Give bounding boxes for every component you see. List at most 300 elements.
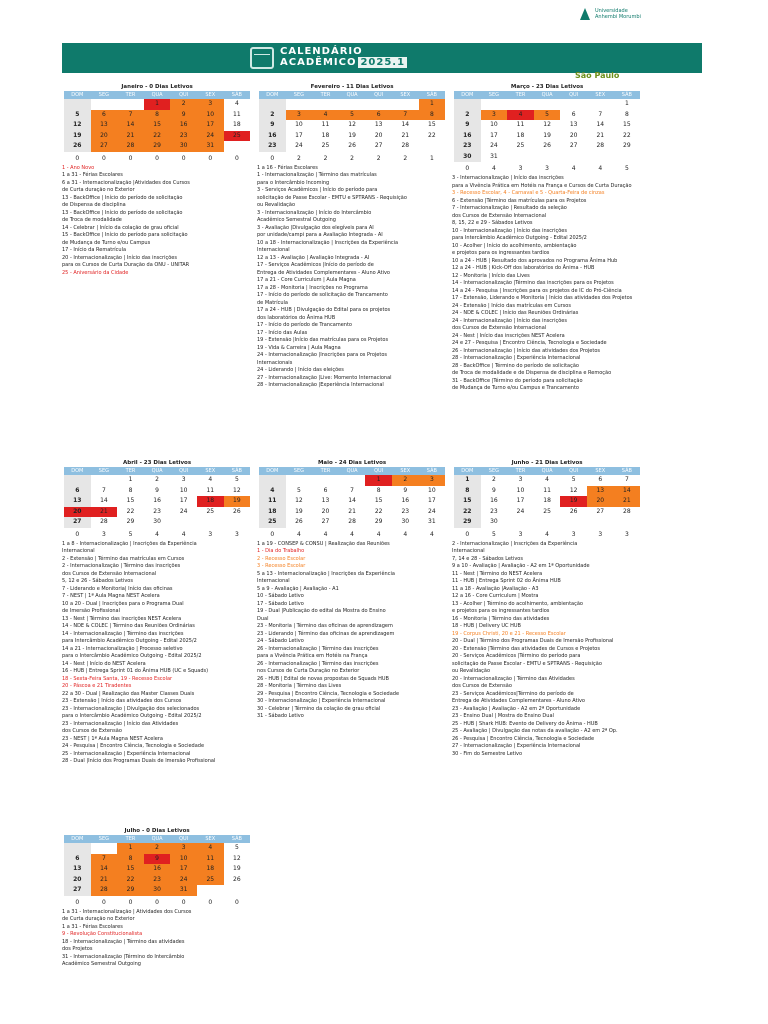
note-line: 5 a 13 - Internacionalização | Inscrições da Experiência [257,570,395,577]
day-cell: 30 [401,518,410,525]
weekday-count: 4 [296,530,301,538]
note-line: 11 - Nest | Término do NEST Acelera [452,570,543,577]
day-cell: 6 [64,486,91,497]
day-cell: 25 [516,142,525,149]
note-line: 20 - Dual | Término dos Programas Duais de Imersão Profissional [452,638,614,644]
note-line: 23 - Monitoria | Término das oficinas de aprendizagem [257,623,393,629]
note-line: 17 a 24 - HUB | Divulgação do Edital para os projetos [257,307,391,313]
day-cell: 25 [224,131,251,142]
empty-day-cell [587,517,614,528]
note-line: 16 - HUB | Entrega Sprint 01 do Ânima HUB (UC e Squads) [62,668,209,674]
note-line: 30 - Internacionalização | Experiência Internacional [257,698,386,704]
day-cell: 10 [490,121,498,128]
empty-day-cell [534,99,561,110]
day-cell: 9 [454,120,481,131]
day-cell: 24 [170,875,197,886]
weekday-header: TER [117,91,144,99]
note-line: 31 - BackOffice |Término do período para solicitação [452,377,583,384]
weekday-header: SEX [587,91,614,99]
note-line: 23 - Ensino Dual | Mostra do Ensino Dual [452,713,554,719]
day-cell: 6 [91,110,118,121]
note-line: 23 - NEST | 1ª Aula Magna NEST Acelera [62,735,163,742]
day-cell: 13 [587,486,614,497]
day-cell: 10 [295,121,303,128]
note-line: 1 - Internacionalização | Término das matrículas [257,172,377,178]
day-cell: 14 [348,497,356,504]
note-line: 1 a 31 - Internacionalização | Atividades dos Cursos [62,908,192,915]
empty-day-cell [64,843,91,854]
day-cell: 27 [64,517,91,528]
month-block [64,459,250,539]
weekday-header: QUA [534,467,561,475]
day-cell: 30 [153,518,161,525]
day-cell: 28 [401,142,410,149]
day-cell: 25 [259,517,286,528]
day-cell: 11 [516,121,525,128]
day-cell: 10 [516,486,525,494]
weekday-count: 4 [181,530,186,538]
note-line: 28 - Internacionalização |Experiência Internacional [257,382,384,388]
day-cell: 8 [117,854,144,865]
weekday-count: 0 [155,154,159,162]
day-cell: 21 [91,507,118,518]
weekday-header: SÁB [224,835,251,843]
note-line: 5 a 9 - Avaliação | Avaliação - A1 [257,585,339,592]
day-cell: 17 [516,497,525,504]
note-line: 2 - Extensão | Término das matrículas em Cursos [62,555,185,562]
note-line: Dual [257,615,269,622]
empty-day-cell [365,99,392,110]
note-line: para Intercâmbio Acadêmico Outgoing - Edital 2025/2 [452,235,587,241]
day-cell: 11 [321,121,330,128]
note-line: 28 - BackOffice | Término do período de solicitação [452,362,579,369]
day-cell: 1 [365,475,392,486]
empty-day-cell [197,517,224,528]
day-cell: 9 [144,854,171,865]
weekday-count: 3 [624,530,629,538]
note-line: 26 - Internacionalização | Término das inscrições [257,660,379,667]
note-line: 26 - HUB | Edital de novas propostas de Squads HUB [257,675,389,682]
day-cell: 1 [144,99,171,110]
weekday-count: 5 [624,165,629,172]
day-cell: 20 [64,507,91,518]
weekday-header: QUA [144,835,171,843]
day-cell: 24 [490,142,498,149]
university-logo-icon [580,8,590,20]
day-cell: 11 [259,496,286,507]
day-cell: 15 [117,864,144,875]
weekday-count: 3 [545,165,549,172]
day-cell: 25 [197,875,224,886]
weekday-header: TER [117,835,144,843]
note-line: 24 - Liderando | Início das eleições [257,367,344,373]
note-line: e projetos para os ingressantes tardios [452,608,550,614]
weekday-header: SEX [392,91,419,99]
day-cell: 15 [623,121,631,128]
day-cell: 20 [64,875,91,886]
weekday-header: SEG [286,91,313,99]
note-line: 25 - Avaliação | Divulgação das notas da avaliação - A2 em 2ª Op. [452,728,618,734]
day-cell: 4 [234,100,239,107]
note-line: 7, 14 e 28 - Sábados Letivos [452,555,523,562]
day-cell: 3 [181,476,186,483]
day-cell: 2 [170,99,197,110]
note-line: dos Cursos de Extensão Internacional [62,570,157,577]
month-block [64,83,250,163]
day-cell: 13 [91,120,118,131]
note-line: de Curta duração no Exterior [62,916,135,922]
note-line: 10 - Acolher | Início do acolhimento, ambientação [452,242,577,249]
weekday-count: 4 [350,530,354,538]
weekday-count: 0 [155,898,159,906]
day-cell: 6 [323,486,328,494]
day-cell: 31 [428,518,436,525]
calendar-icon [250,47,274,69]
empty-day-cell [339,99,366,110]
note-line: 20 - Extensão |Término das atividades de Cursos e Projetos [452,645,600,652]
day-cell: 12 [348,121,356,128]
day-cell: 21 [91,875,118,886]
day-cell: 16 [170,120,197,131]
weekday-count: 0 [270,530,275,538]
note-line: Internacional [452,548,485,554]
weekday-count: 0 [181,154,186,162]
day-cell: 4 [312,110,339,121]
weekday-header: TER [117,467,144,475]
note-line: dos laboratórios do Ânima HUB [257,314,336,321]
header-title-line1: CALENDÁRIO [280,46,363,57]
note-line: 27 - Internacionalização |Live: Momento Internacional [257,374,392,381]
weekday-header: SEX [587,467,614,475]
note-line: 23 - Internacionalização | Divulgação dos selecionados [62,705,200,712]
day-cell: 7 [624,476,629,483]
day-cell: 9 [491,486,496,494]
note-line: 17 - Início da Rematrícula [62,247,127,253]
day-cell: 16 [454,131,481,142]
day-cell: 13 [321,497,330,504]
note-line: 1 a 16 - Férias Escolares [257,164,318,171]
day-cell: 4 [259,486,286,497]
note-line: 24 - Internacionalização | Início das inscrições [452,317,567,324]
day-cell: 13 [569,121,578,128]
day-cell: 23 [454,141,481,152]
weekday-count: 4 [571,165,576,172]
weekday-count: 4 [403,530,408,538]
weekday-header: SEX [197,467,224,475]
day-cell: 27 [374,142,383,149]
weekday-header: SÁB [419,91,446,99]
day-cell: 13 [374,121,383,128]
day-cell: 2 [144,843,171,854]
day-cell: 4 [197,843,224,854]
day-cell: 7 [350,486,354,494]
weekday-header: QUA [534,91,561,99]
empty-day-cell [454,99,481,110]
empty-day-cell [560,152,587,163]
day-cell: 10 [428,486,436,494]
weekday-count: 3 [518,165,523,172]
note-line: 11 - HUB | Entrega Sprint 02 do Ânima HUB [452,578,561,584]
note-line: 17 - Serviços Acadêmicos |Início do período de [257,262,374,268]
day-cell: 14 [614,486,641,497]
day-cell: 11 [206,486,215,494]
day-cell: 22 [126,507,135,515]
month-title: Junho - 21 Dias Letivos [511,460,583,466]
note-line: 23 - Internacionalização | Início das Atividades [62,720,179,727]
note-line: 3 - Recesso Escolar, 4 - Carnaval e 5 - Quarta-Feira de cinzas [452,190,605,196]
weekday-count: 0 [208,154,213,162]
note-line: 27 - Internacionalização | Experiência Internacional [452,743,581,749]
weekday-header: SÁB [224,91,251,99]
weekday-count: 0 [101,154,106,162]
note-line: 14 - NDE & COLEC | Término das Reuniões Ordinárias [62,623,195,629]
weekday-count: 0 [465,530,470,538]
empty-day-cell [286,475,313,486]
month-calendar-grid [259,91,445,163]
day-cell: 26 [543,142,551,149]
weekday-header: SEX [197,835,224,843]
note-line: Entrega de Atividades Complementares - Aluno Ativo [452,698,585,704]
day-cell: 3 [419,475,446,486]
note-line: para Intercâmbio Acadêmico Outgoing - Edital 2025/2 [62,638,197,644]
weekday-count: 0 [101,898,106,906]
day-cell: 18 [259,507,286,518]
note-line: Internacional [257,247,290,253]
weekday-header: QUI [560,91,587,99]
day-cell: 11 [233,110,241,118]
day-cell: 1 [454,475,481,486]
empty-day-cell [339,475,366,486]
day-cell: 14 [596,121,605,128]
note-line: de Imersão Profissional [62,608,120,614]
note-line: de Matrícula [257,299,288,306]
empty-day-cell [560,517,587,528]
day-cell: 19 [543,131,551,139]
month-title: Maio - 24 Dias Letivos [317,460,387,466]
day-cell: 1 [117,843,144,854]
day-cell: 26 [569,507,578,515]
month-title: Fevereiro - 11 Dias Letivos [310,84,394,90]
day-cell: 11 [543,486,551,494]
day-cell: 23 [490,507,498,515]
weekday-count: 4 [598,165,603,172]
day-cell: 11 [197,854,224,865]
weekday-header: SEG [481,467,508,475]
note-line: 29 - Pesquisa | Encontro Ciência, Tecnologia e Sociedade [257,690,400,697]
note-line: 24 - Extensão | Início das matrículas em Cursos [452,302,571,309]
day-cell: 9 [403,486,408,494]
month-title: Julho - 0 Dias Letivos [124,828,190,834]
weekday-count: 1 [429,154,434,162]
day-cell: 5 [339,110,366,121]
weekday-count: 0 [181,898,186,906]
day-cell: 17 [295,131,303,139]
note-line: 3 - Recesso Escolar [257,563,306,569]
weekday-count: 0 [128,154,133,162]
day-cell: 31 [197,141,224,152]
day-cell: 2 [491,476,496,483]
weekday-header: TER [507,91,534,99]
note-line: 6 a 31 - Internacionalização |Atividades dos Cursos [62,179,190,186]
month-block [259,83,445,163]
weekday-header: SÁB [614,467,641,475]
calendar-header-banner [62,43,702,73]
day-cell: 14 [401,121,410,128]
note-line: 1 a 8 - Internacionalização | Inscrições da Experiência [62,540,197,547]
day-cell: 26 [233,507,241,515]
weekday-count: 0 [128,898,133,906]
day-cell: 12 [295,497,303,504]
day-cell: 29 [144,141,171,152]
note-line: Internacional [257,578,290,584]
note-line: 9 - Revolução Constitucionalista [62,931,143,937]
note-line: 25 - Internacionalização | Experiência Internacional [62,750,191,757]
day-cell: 24 [428,507,436,515]
day-cell: 29 [623,142,631,149]
day-cell: 21 [596,131,605,139]
month-calendar-grid [64,835,250,907]
day-cell: 28 [596,142,605,149]
weekday-header: SÁB [614,91,641,99]
note-line: 15 - BackOffice | Início do período para solicitação [62,232,188,238]
day-cell: 25 [206,507,215,515]
note-line: 17 - Início das Aulas [257,329,308,336]
note-line: 7 - Liderando e Monitoria| Início das oficinas [62,585,173,592]
note-line: ou Revalidação [257,202,296,208]
note-line: 18 - Sexta-Feira Santa, 19 - Recesso Escolar [62,675,173,682]
note-line: 9 a 10 - Avaliação | Avaliação - A2 em 1ª Oportunidade [452,563,590,569]
empty-day-cell [507,152,534,163]
day-cell: 1 [128,476,133,483]
day-cell: 13 [64,496,91,507]
month-notes [62,541,215,766]
note-line: 3 - Serviços Acadêmicos | Início do período para [257,187,378,193]
day-cell: 19 [224,496,251,507]
weekday-count: 0 [75,154,80,162]
note-line: 17 - Início do período de Trancamento [257,322,352,328]
day-cell: 24 [197,131,224,142]
note-line: 13 - BackOffice | Início do período de solicitação [62,194,183,201]
note-line: 17 - Extensão, Liderando e Monitoria | Início das atividades dos Projetos [452,295,633,301]
day-cell: 4 [507,110,534,121]
note-line: 1 - Dia do Trabalho [257,548,305,554]
weekday-count: 4 [155,530,159,538]
day-cell: 24 [179,507,188,515]
weekday-count: 3 [571,530,576,538]
note-line: 20 - Serviços Acadêmicos |Término do período para [452,653,581,659]
weekday-header: QUA [339,467,366,475]
day-cell: 19 [295,507,303,515]
weekday-header: DOM [259,467,286,475]
weekday-header: DOM [64,835,91,843]
empty-day-cell [117,99,144,110]
day-cell: 27 [569,142,578,149]
weekday-header: QUA [144,91,171,99]
note-line: para o Intercâmbio Acadêmico Outgoing - Edital 2025/2 [62,713,202,719]
empty-day-cell [64,475,91,486]
empty-day-cell [534,517,561,528]
note-line: 10 a 20 - Dual | Inscrições para o Programa Dual [62,600,184,607]
note-line: Acadêmico Semestral Outgoing [62,961,141,967]
day-cell: 30 [490,518,498,525]
day-cell: 3 [197,99,224,110]
note-line: nos Cursos de Curta Duração no Exterior [257,668,360,674]
day-cell: 20 [321,507,330,515]
month-calendar-grid [259,467,445,539]
empty-day-cell [259,475,286,486]
day-cell: 8 [624,110,629,118]
note-line: 6 - Extensão |Término das matrículas para os Projetos [452,197,587,204]
day-cell: 8 [128,486,133,494]
day-cell: 17 [179,497,188,504]
day-cell: 10 [179,486,188,494]
day-cell: 23 [170,131,197,142]
day-cell: 5 [64,110,91,121]
day-cell: 6 [571,110,576,118]
weekday-count: 0 [234,154,239,162]
weekday-count: 2 [323,154,328,162]
day-cell: 25 [321,142,330,149]
day-cell: 21 [117,131,144,142]
day-cell: 5 [296,486,301,494]
month-notes [62,909,191,969]
day-cell: 20 [569,131,578,139]
university-name-line1: Universidade [595,8,628,14]
note-line: 14 - Nest | Início do NEST Acelera [62,660,146,667]
weekday-header: DOM [454,91,481,99]
day-cell: 20 [374,131,383,139]
note-line: 14 a 21 - Internacionalização | Processo seletivo [62,645,183,652]
note-line: dos Cursos de Extensão [62,728,122,734]
day-cell: 22 [374,507,383,515]
empty-day-cell [614,152,641,163]
day-cell: 5 [534,110,561,121]
note-line: Acadêmico Semestral Outgoing [257,217,336,223]
weekday-count: 0 [465,165,470,172]
note-line: de Mudança de Turno e/ou Campus e Trancamento [452,385,579,391]
note-line: 2 - Internacionalização | Término das inscrições [62,563,181,569]
note-line: 3 - Internacionalização | Início do Intercâmbio [257,209,372,216]
weekday-count: 4 [429,530,434,538]
day-cell: 22 [623,131,631,139]
empty-day-cell [91,99,118,110]
month-notes [257,541,399,721]
header-title-line2: ACADÊMICO 2025.1 [280,57,406,68]
day-cell: 6 [365,110,392,121]
day-cell: 30 [144,885,171,896]
note-line: 19 - Vida & Carreira | Aula Magna [257,344,341,351]
weekday-header: QUA [339,91,366,99]
day-cell: 12 [233,854,241,862]
day-cell: 4 [545,476,549,483]
day-cell: 28 [117,141,144,152]
day-cell: 16 [259,131,286,142]
note-line: 24 - Sábado Letivo [257,638,304,644]
note-line: para os Cursos de Curta Duração da ONU - UNITAR [62,262,190,268]
note-line: Entrega de Atividades Complementares - Aluno Ativo [257,269,390,276]
empty-day-cell [91,843,118,854]
note-line: para a Vivência Prática em Hotéis na França e Cursos de Curta Duração [452,182,632,189]
note-line: 8, 15, 22 e 29 - Sábados Letivos [452,220,533,226]
empty-day-cell [587,152,614,163]
day-cell: 12 [233,486,241,494]
note-line: 10 - Internacionalização | Início das inscrições [452,227,567,234]
day-cell: 14 [91,864,118,875]
note-line: 20 - Internacionalização | Início das inscrições [62,254,177,261]
note-line: dos Cursos de Extensão Internacional [452,212,547,219]
day-cell: 29 [454,517,481,528]
day-cell: 28 [623,507,631,515]
